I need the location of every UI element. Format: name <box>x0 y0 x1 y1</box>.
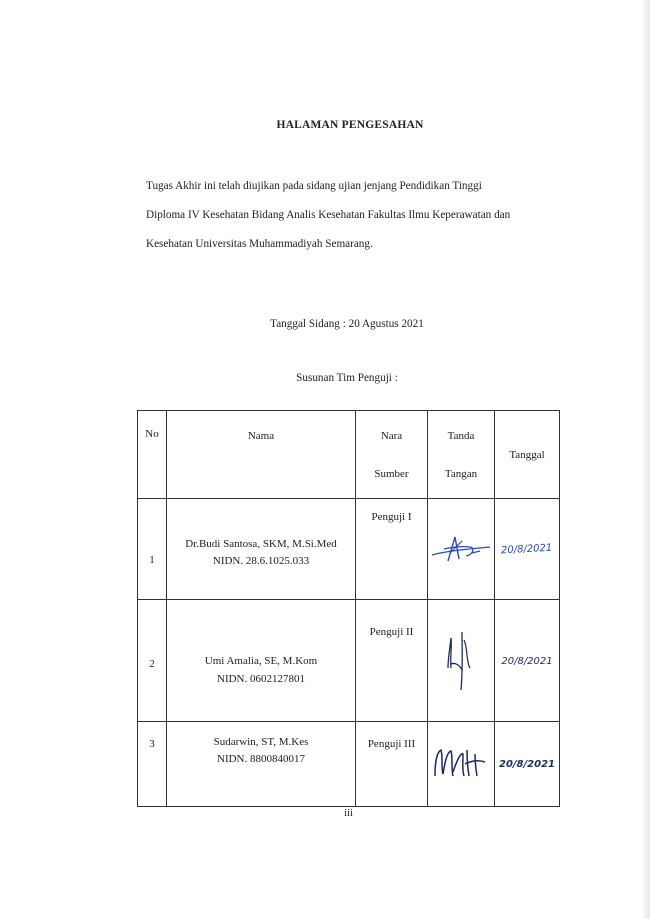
header-nara-sumber-line1: Nara <box>380 429 403 442</box>
row-number: 2 <box>138 600 167 722</box>
examiner-name-cell <box>167 600 356 722</box>
paragraph-line-3: Kesehatan Universitas Muhammadiyah Semarang. <box>146 238 373 250</box>
examiner-name-cell <box>167 722 356 807</box>
examiner-name: Sudarwin, ST, M.Kes <box>213 736 309 748</box>
susunan-tim-penguji: Susunan Tim Penguji : <box>296 372 398 384</box>
header-tanda-tangan-line1: Tanda <box>447 429 475 442</box>
signature-cell <box>428 600 495 722</box>
signature-date: 20/8/2021 <box>501 655 553 667</box>
examiner-nidn: NIDN. 0602127801 <box>217 672 305 685</box>
row-number: 1 <box>138 499 167 600</box>
page-number: iii <box>344 808 353 819</box>
signature-cell <box>428 722 495 807</box>
signature-date: 20/8/2021 <box>498 759 555 770</box>
header-tanggal: Tanggal <box>495 411 560 499</box>
header-tanda-tangan <box>428 411 495 499</box>
page-title: HALAMAN PENGESAHAN <box>276 119 424 131</box>
header-nara-sumber-line2: Sumber <box>374 467 409 480</box>
header-nara-sumber <box>356 411 428 499</box>
header-nama: Nama <box>167 411 356 499</box>
examiner-name-cell <box>167 499 356 600</box>
signature-cell <box>428 499 495 600</box>
paragraph-line-2: Diploma IV Kesehatan Bidang Analis Kesehatan Fakultas Ilmu Keperawatan dan <box>146 209 511 221</box>
examiner-role: Penguji III <box>356 722 428 807</box>
signature-image <box>429 742 493 786</box>
examiner-role: Penguji II <box>356 600 428 722</box>
examiner-name: Dr.Budi Santosa, SKM, M.Si.Med <box>185 537 337 550</box>
signature-image <box>436 628 486 694</box>
row-number: 3 <box>138 722 167 807</box>
examiner-nidn: NIDN. 28.6.1025.033 <box>212 555 310 567</box>
examiner-name: Umi Amalia, SE, M.Kom <box>204 655 318 668</box>
signature-image <box>428 529 494 569</box>
signature-date: 20/8/2021 <box>501 542 553 557</box>
table-row <box>138 722 560 807</box>
header-tanda-tangan-line2: Tangan <box>444 467 478 480</box>
scan-edge-shadow <box>642 0 650 919</box>
examiner-role: Penguji I <box>356 499 428 600</box>
examiner-table <box>137 410 560 807</box>
table-row <box>138 600 560 722</box>
paragraph-line-1: Tugas Akhir ini telah diujikan pada sidang ujian jenjang Pendidikan Tinggi <box>146 180 482 192</box>
table-row <box>138 499 560 600</box>
signature-date-cell <box>495 600 560 722</box>
tanggal-sidang: Tanggal Sidang : 20 Agustus 2021 <box>270 318 424 330</box>
header-no: No <box>138 411 167 499</box>
examiner-nidn: NIDN. 8800840017 <box>217 753 305 766</box>
signature-date-cell <box>495 722 560 807</box>
table-header-row <box>138 411 560 499</box>
signature-date-cell <box>495 499 560 600</box>
